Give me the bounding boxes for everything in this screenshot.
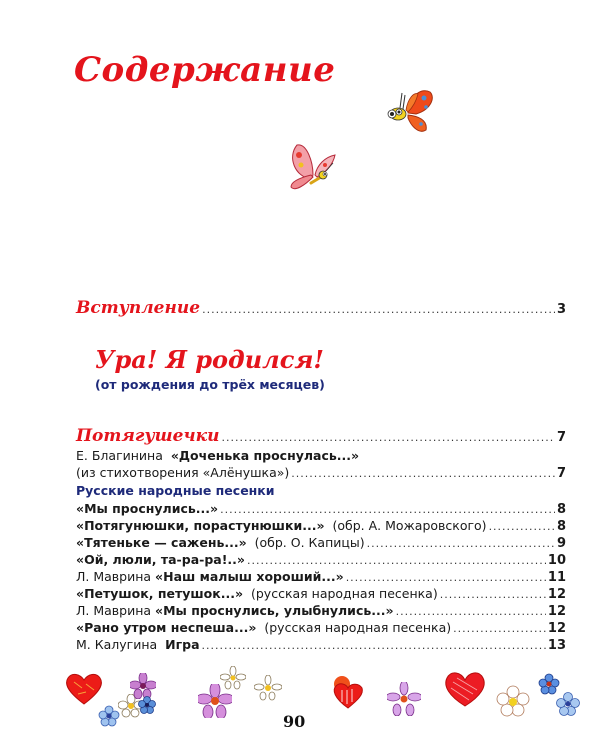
heart-icon (330, 674, 364, 710)
butterfly-pink-icon (285, 137, 345, 197)
toc-page-number: 8 (556, 519, 566, 534)
toc-page-number: 11 (547, 570, 566, 585)
flower-icon (387, 682, 421, 716)
leader-dots (202, 638, 546, 654)
entry-title: «Наш малыш хороший...» (155, 569, 344, 584)
toc-row-section[interactable] (76, 428, 566, 446)
entry-title: «Мы проснулись, улыбнулись...» (155, 603, 394, 618)
leader-dots (396, 604, 546, 620)
leader-dots (346, 570, 546, 586)
toc-row[interactable] (76, 586, 566, 603)
toc-page-number: 8 (556, 502, 566, 517)
folk-songs-label: Русские народные песенки (76, 483, 275, 498)
heart-icon (64, 672, 104, 706)
entry-title: «Тятеньке — сажень...» (76, 535, 247, 550)
toc-intro-label: Вступление (76, 298, 201, 318)
entry-author: Е. Благинина (76, 448, 163, 463)
toc-page-number: 12 (547, 587, 566, 602)
toc-page-number: 7 (556, 430, 566, 445)
entry-note: (из стихотворения «Алёнушка») (76, 465, 290, 480)
toc-row[interactable] (76, 637, 566, 654)
flower-icon (496, 685, 530, 717)
flower-icon (98, 705, 120, 727)
entry-title: «Рано утром неспеша...» (76, 620, 257, 635)
leader-dots (489, 519, 555, 535)
heart-icon (443, 670, 487, 708)
toc-row[interactable] (76, 518, 566, 535)
flower-icon (220, 666, 246, 690)
entry-title: «Ой, люли, та-ра-ра!..» (76, 552, 245, 567)
page-title: Содержание (74, 50, 336, 90)
entry-note: (обр. А. Можаровского) (332, 518, 487, 533)
toc-row[interactable] (76, 569, 566, 586)
entry-author: М. Калугина (76, 637, 158, 652)
leader-dots (220, 502, 555, 518)
flower-icon (138, 696, 156, 714)
flower-icon (556, 692, 580, 716)
toc-page-number: 10 (547, 553, 566, 568)
toc-page-number: 7 (556, 466, 566, 481)
entry-note: (обр. О. Капицы) (254, 535, 365, 550)
leader-dots (453, 621, 546, 637)
toc-row[interactable] (76, 535, 566, 552)
toc-entry-blaginina[interactable] (76, 448, 359, 463)
leader-dots (247, 553, 546, 569)
leader-dots (221, 430, 554, 446)
leader-dots (440, 587, 546, 603)
toc-page-number: 12 (547, 621, 566, 636)
toc-row-intro[interactable] (76, 300, 566, 318)
part-subheading: (от рождения до трёх месяцев) (95, 377, 325, 392)
leader-dots (291, 466, 555, 482)
toc-row[interactable] (76, 603, 566, 620)
flower-icon (254, 675, 282, 701)
entry-title: «Доченька проснулась...» (170, 448, 360, 463)
toc-row[interactable] (76, 552, 566, 569)
toc-row[interactable] (76, 620, 566, 637)
part-heading: Ура! Я родился! (95, 345, 324, 374)
leader-dots (202, 302, 555, 318)
toc-section-label: Потягушечки (76, 426, 220, 446)
page-number: 90 (283, 712, 306, 731)
entry-title: Игра (165, 637, 200, 652)
toc-page-number: 12 (547, 604, 566, 619)
entry-title: «Потягунюшки, порастунюшки...» (76, 518, 325, 533)
entry-title: «Мы проснулись...» (76, 501, 219, 516)
toc-page-number: 3 (556, 302, 566, 317)
entry-author: Л. Маврина (76, 569, 152, 584)
toc-page-number: 13 (547, 638, 566, 653)
toc-page-number: 9 (556, 536, 566, 551)
toc-row[interactable] (76, 465, 566, 482)
butterfly-orange-icon (378, 88, 438, 138)
entry-author: Л. Маврина (76, 603, 152, 618)
entry-note: (русская народная песенка) (264, 620, 452, 635)
toc-row[interactable] (76, 501, 566, 518)
leader-dots (367, 536, 555, 552)
entry-note: (русская народная песенка) (250, 586, 438, 601)
entry-title: «Петушок, петушок...» (76, 586, 244, 601)
